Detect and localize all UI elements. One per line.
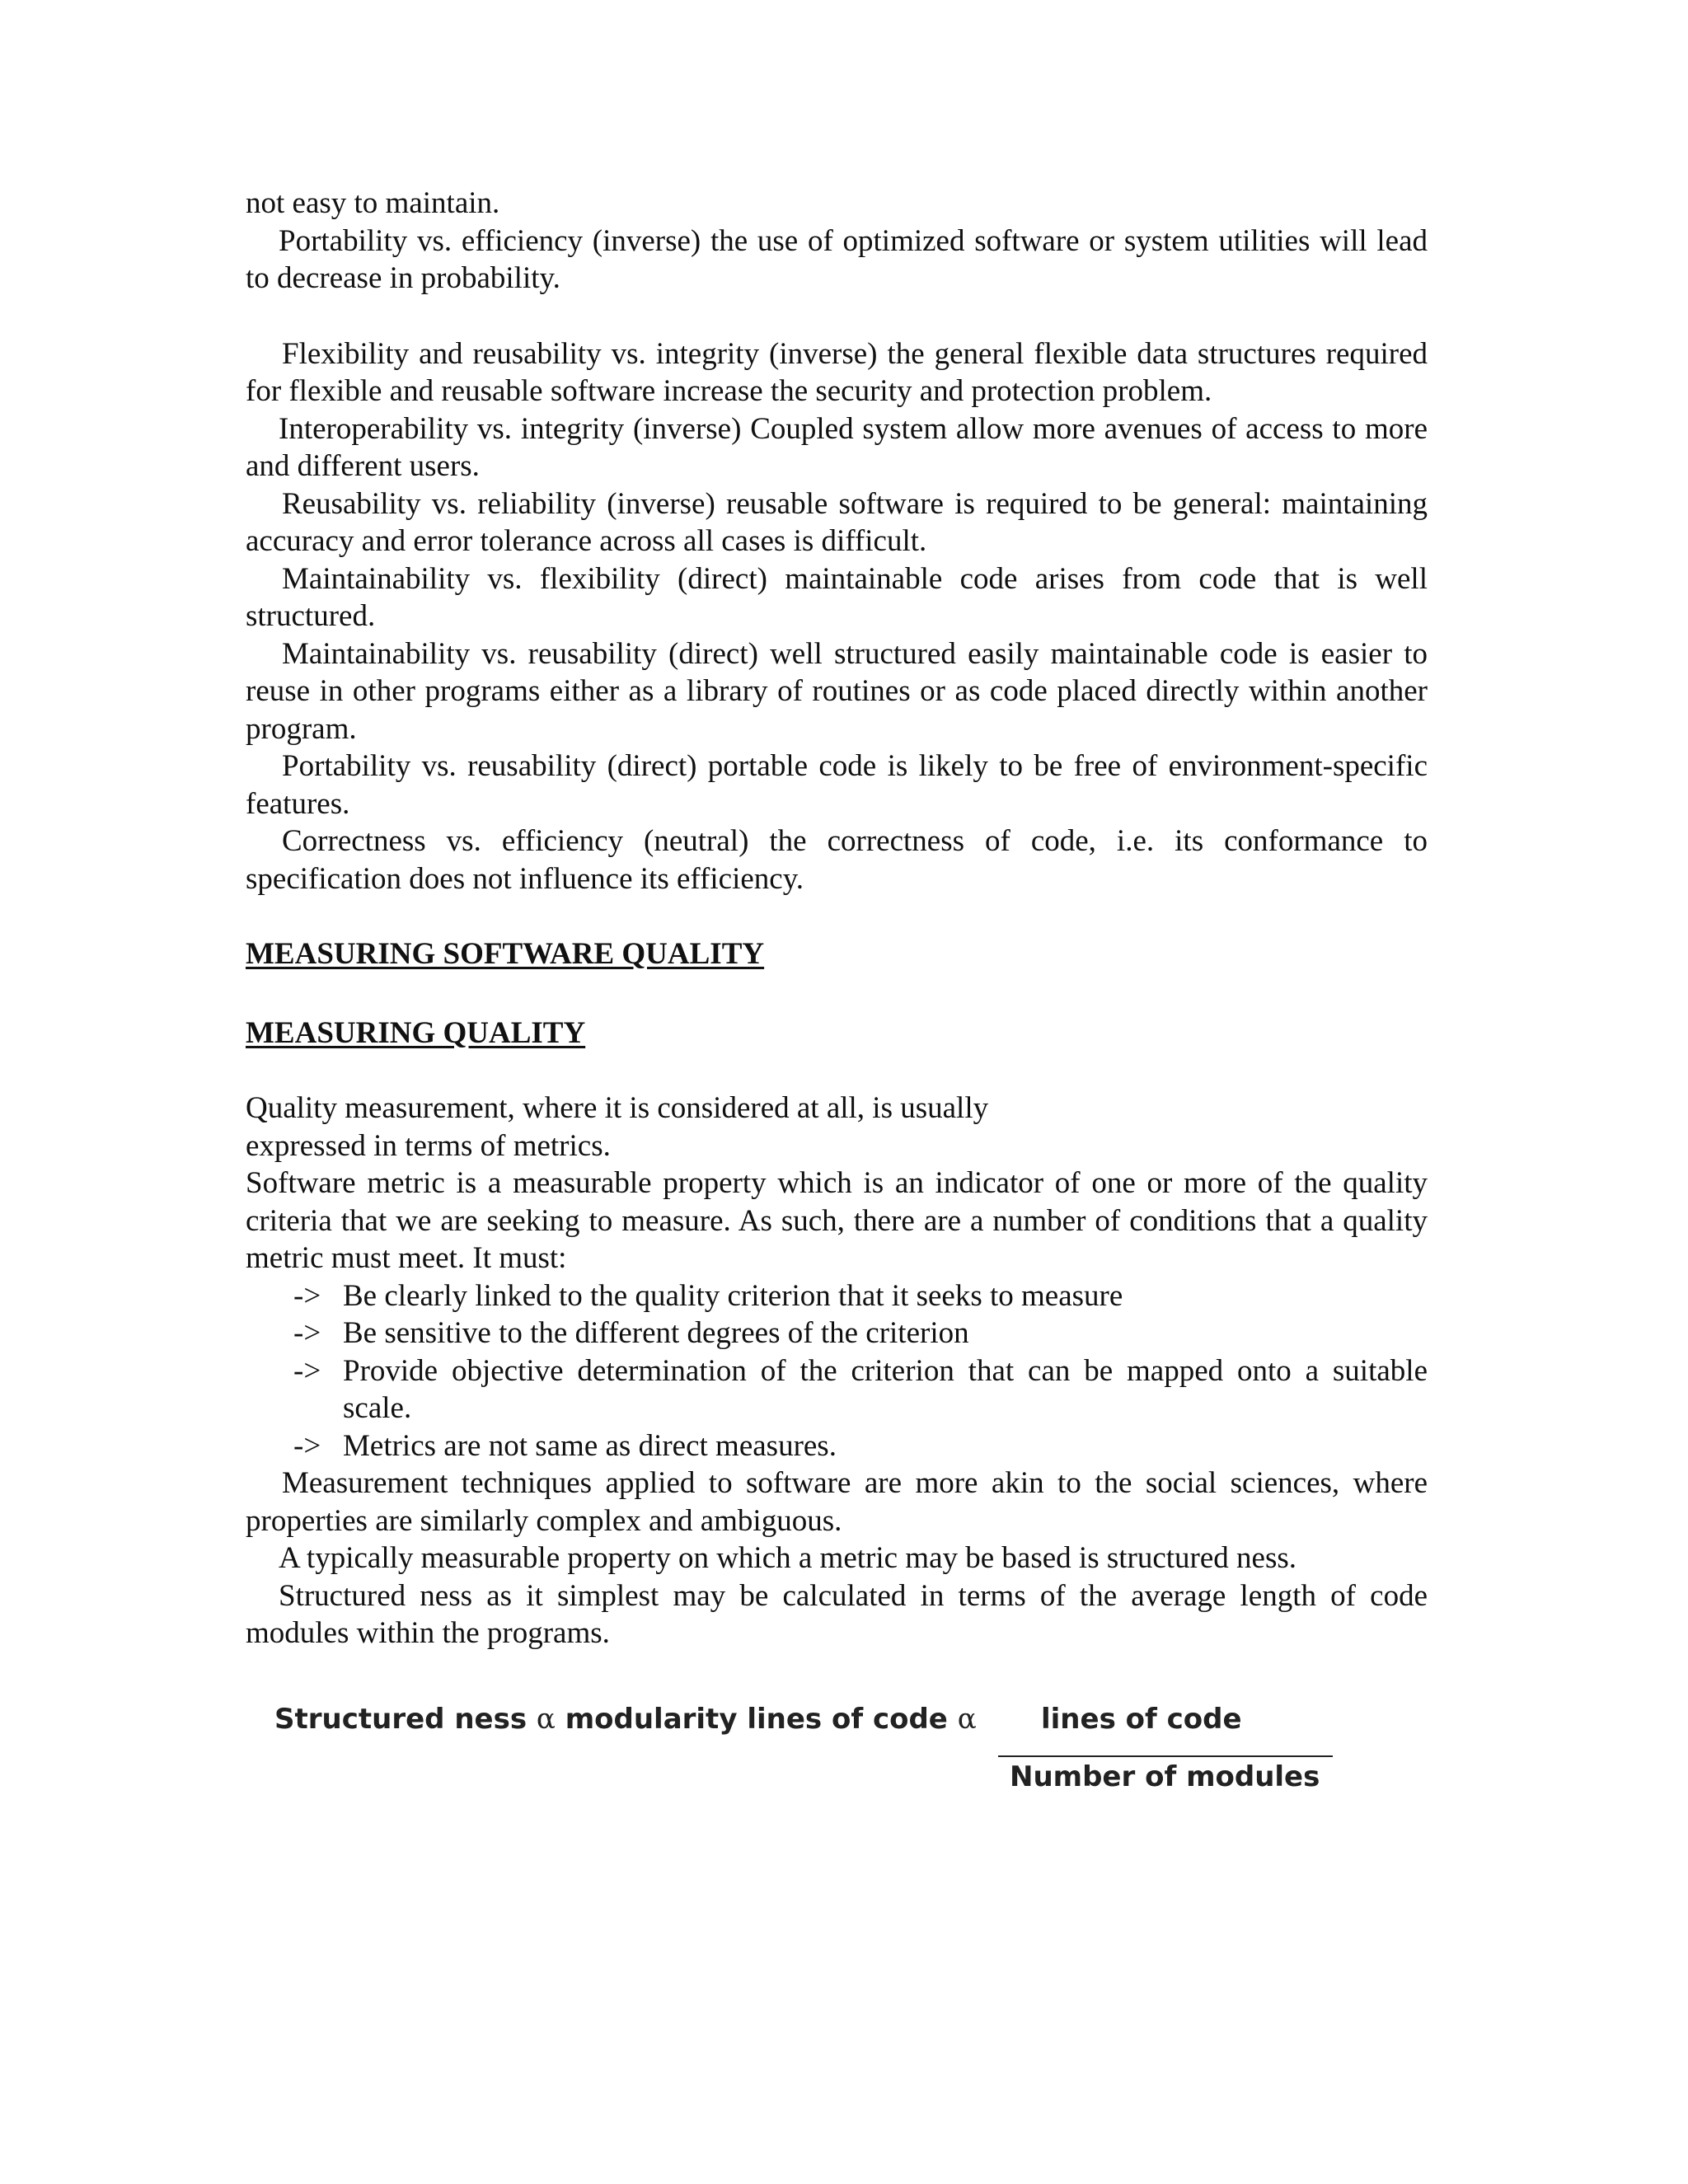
spacer	[246, 898, 1428, 935]
list-item	[293, 1427, 1428, 1465]
formula-text: Structured ness	[274, 1703, 537, 1736]
paragraph: Portability vs. efficiency (inverse) the use of optimized software or system utilities will lead to decrease in probability.	[246, 223, 1428, 295]
paragraph: A typically measurable property on which a metric may be based is structured ness.	[279, 1541, 1297, 1575]
paragraph: Structured ness as it simplest may be calculated in terms of the average length of code modules within the programs.	[246, 1578, 1428, 1650]
formula-text: modularity lines of code	[555, 1703, 958, 1736]
paragraph: Portability vs. reusability (direct) portable code is likely to be free of environment-specific features.	[246, 749, 1428, 821]
section-heading-measuring-software-quality: MEASURING SOFTWARE QUALITY	[246, 937, 765, 971]
arrow-marker: ->	[293, 1278, 321, 1313]
list-item-text: Be sensitive to the different degrees of the criterion	[343, 1316, 969, 1350]
spacer	[246, 1052, 1428, 1090]
spacer	[246, 973, 1428, 1015]
paragraph: Maintainability vs. flexibility (direct) maintainable code arises from code that is well structured.	[246, 561, 1428, 633]
alpha-symbol: α	[536, 1703, 556, 1736]
paragraph: Reusability vs. reliability (inverse) reusable software is required to be general: maintaining accuracy and error tolerance across all cases is difficult.	[246, 486, 1428, 558]
list-item	[293, 1352, 1428, 1427]
arrow-marker: ->	[293, 1428, 321, 1463]
section-heading-measuring-quality: MEASURING QUALITY	[246, 1015, 586, 1050]
formula-numerator: lines of code	[1041, 1703, 1242, 1736]
paragraph: Interoperability vs. integrity (inverse) Coupled system allow more avenues of access to more and different users.	[246, 411, 1428, 483]
document-page	[246, 185, 1428, 1652]
formula-lhs	[274, 1703, 977, 1736]
arrow-marker: ->	[293, 1316, 321, 1350]
list-item	[293, 1277, 1428, 1315]
arrow-marker: ->	[293, 1353, 321, 1388]
paragraph: Measurement techniques applied to software are more akin to the social sciences, where properties are similarly complex and ambiguous.	[246, 1466, 1428, 1538]
list-item-text: Provide objective determination of the criterion that can be mapped onto a suitable scale.	[343, 1353, 1428, 1425]
paragraph: Flexibility and reusability vs. integrity (inverse) the general flexible data structures required for flexible and reusable software increase the security and protection problem.	[246, 336, 1428, 408]
paragraph: not easy to maintain.	[246, 186, 500, 220]
alpha-symbol: α	[957, 1703, 977, 1736]
paragraph: Correctness vs. efficiency (neutral) the correctness of code, i.e. its conformance to specification does not influence its efficiency.	[246, 824, 1428, 896]
fraction-bar	[998, 1755, 1333, 1757]
list-item-text: Metrics are not same as direct measures.	[343, 1428, 837, 1463]
list-item-text: Be clearly linked to the quality criterion that it seeks to measure	[343, 1278, 1123, 1313]
paragraph: Quality measurement, where it is considered at all, is usually	[246, 1091, 989, 1125]
spacer	[246, 298, 1428, 335]
conditions-list	[246, 1277, 1428, 1465]
paragraph: Software metric is a measurable property which is an indicator of one or more of the quality criteria that we are seeking to measure. As such, there are a number of conditions that a quality metric must meet. It must:	[246, 1166, 1428, 1275]
structuredness-formula	[274, 1703, 1346, 1802]
paragraph: Maintainability vs. reusability (direct) well structured easily maintainable code is easier to reuse in other programs either as a library of routines or as code placed directly within another program.	[246, 636, 1428, 746]
list-item	[293, 1315, 1428, 1352]
formula-denominator: Number of modules	[1010, 1760, 1320, 1793]
paragraph: expressed in terms of metrics.	[246, 1128, 611, 1163]
